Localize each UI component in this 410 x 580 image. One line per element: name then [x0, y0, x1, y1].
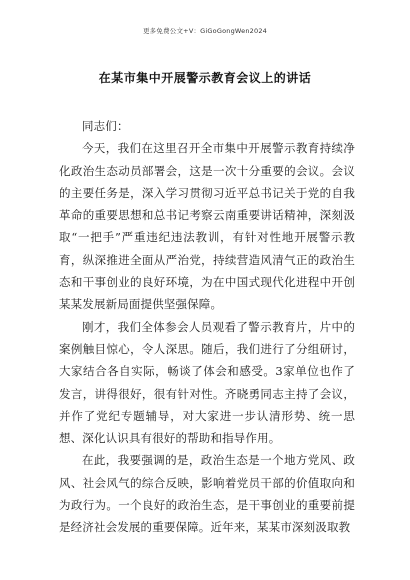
document-body — [59, 115, 355, 539]
salutation: 同志们： — [82, 119, 129, 133]
body-paragraph: 今天，我们在这里召开全市集中开展警示教育持续净化政治生态动员部署会，这是一次十分重要的会议。会议的主要任务是，深入学习贯彻习近平总书记关于党的自我革命的重要思想和总书记考察云南重要讲话精神，深刻汲取“一把手”严重违纪违法教训，有针对性地开展警示教育，纵深推进全面从严治党，持续营造风清气正的政治生态和干事创业的良好环境，为在中国式现代化进程中开创某某发展新局面提供坚强保障。 — [59, 141, 355, 312]
body-paragraph: 刚才，我们全体参会人员观看了警示教育片，片中的案例触目惊心，令人深思。随后，我们进行了分组研讨，大家结合各自实际，畅谈了体会和感受。3家单位也作了发言，讲得很好，很有针对性。齐晓勇同志主持了会议，并作了党纪专题辅导，对大家进一步认清形势、统一思想、深化认识具有很好的帮助和指导作用。 — [59, 319, 355, 446]
page-title: 在某市集中开展警示教育会议上的讲话 — [98, 71, 312, 85]
body-paragraph: 在此，我要强调的是，政治生态是一个地方党风、政风、社会风气的综合反映，影响着党员干部的价值取向和为政行为。一个良好的政治生态，是干事创业的重要前提是经济社会发展的重要保障。近年来，某某市深刻汲取教 — [59, 453, 355, 535]
header-note: 更多免费公文+V：GiGoGongWen2024 — [142, 27, 267, 35]
